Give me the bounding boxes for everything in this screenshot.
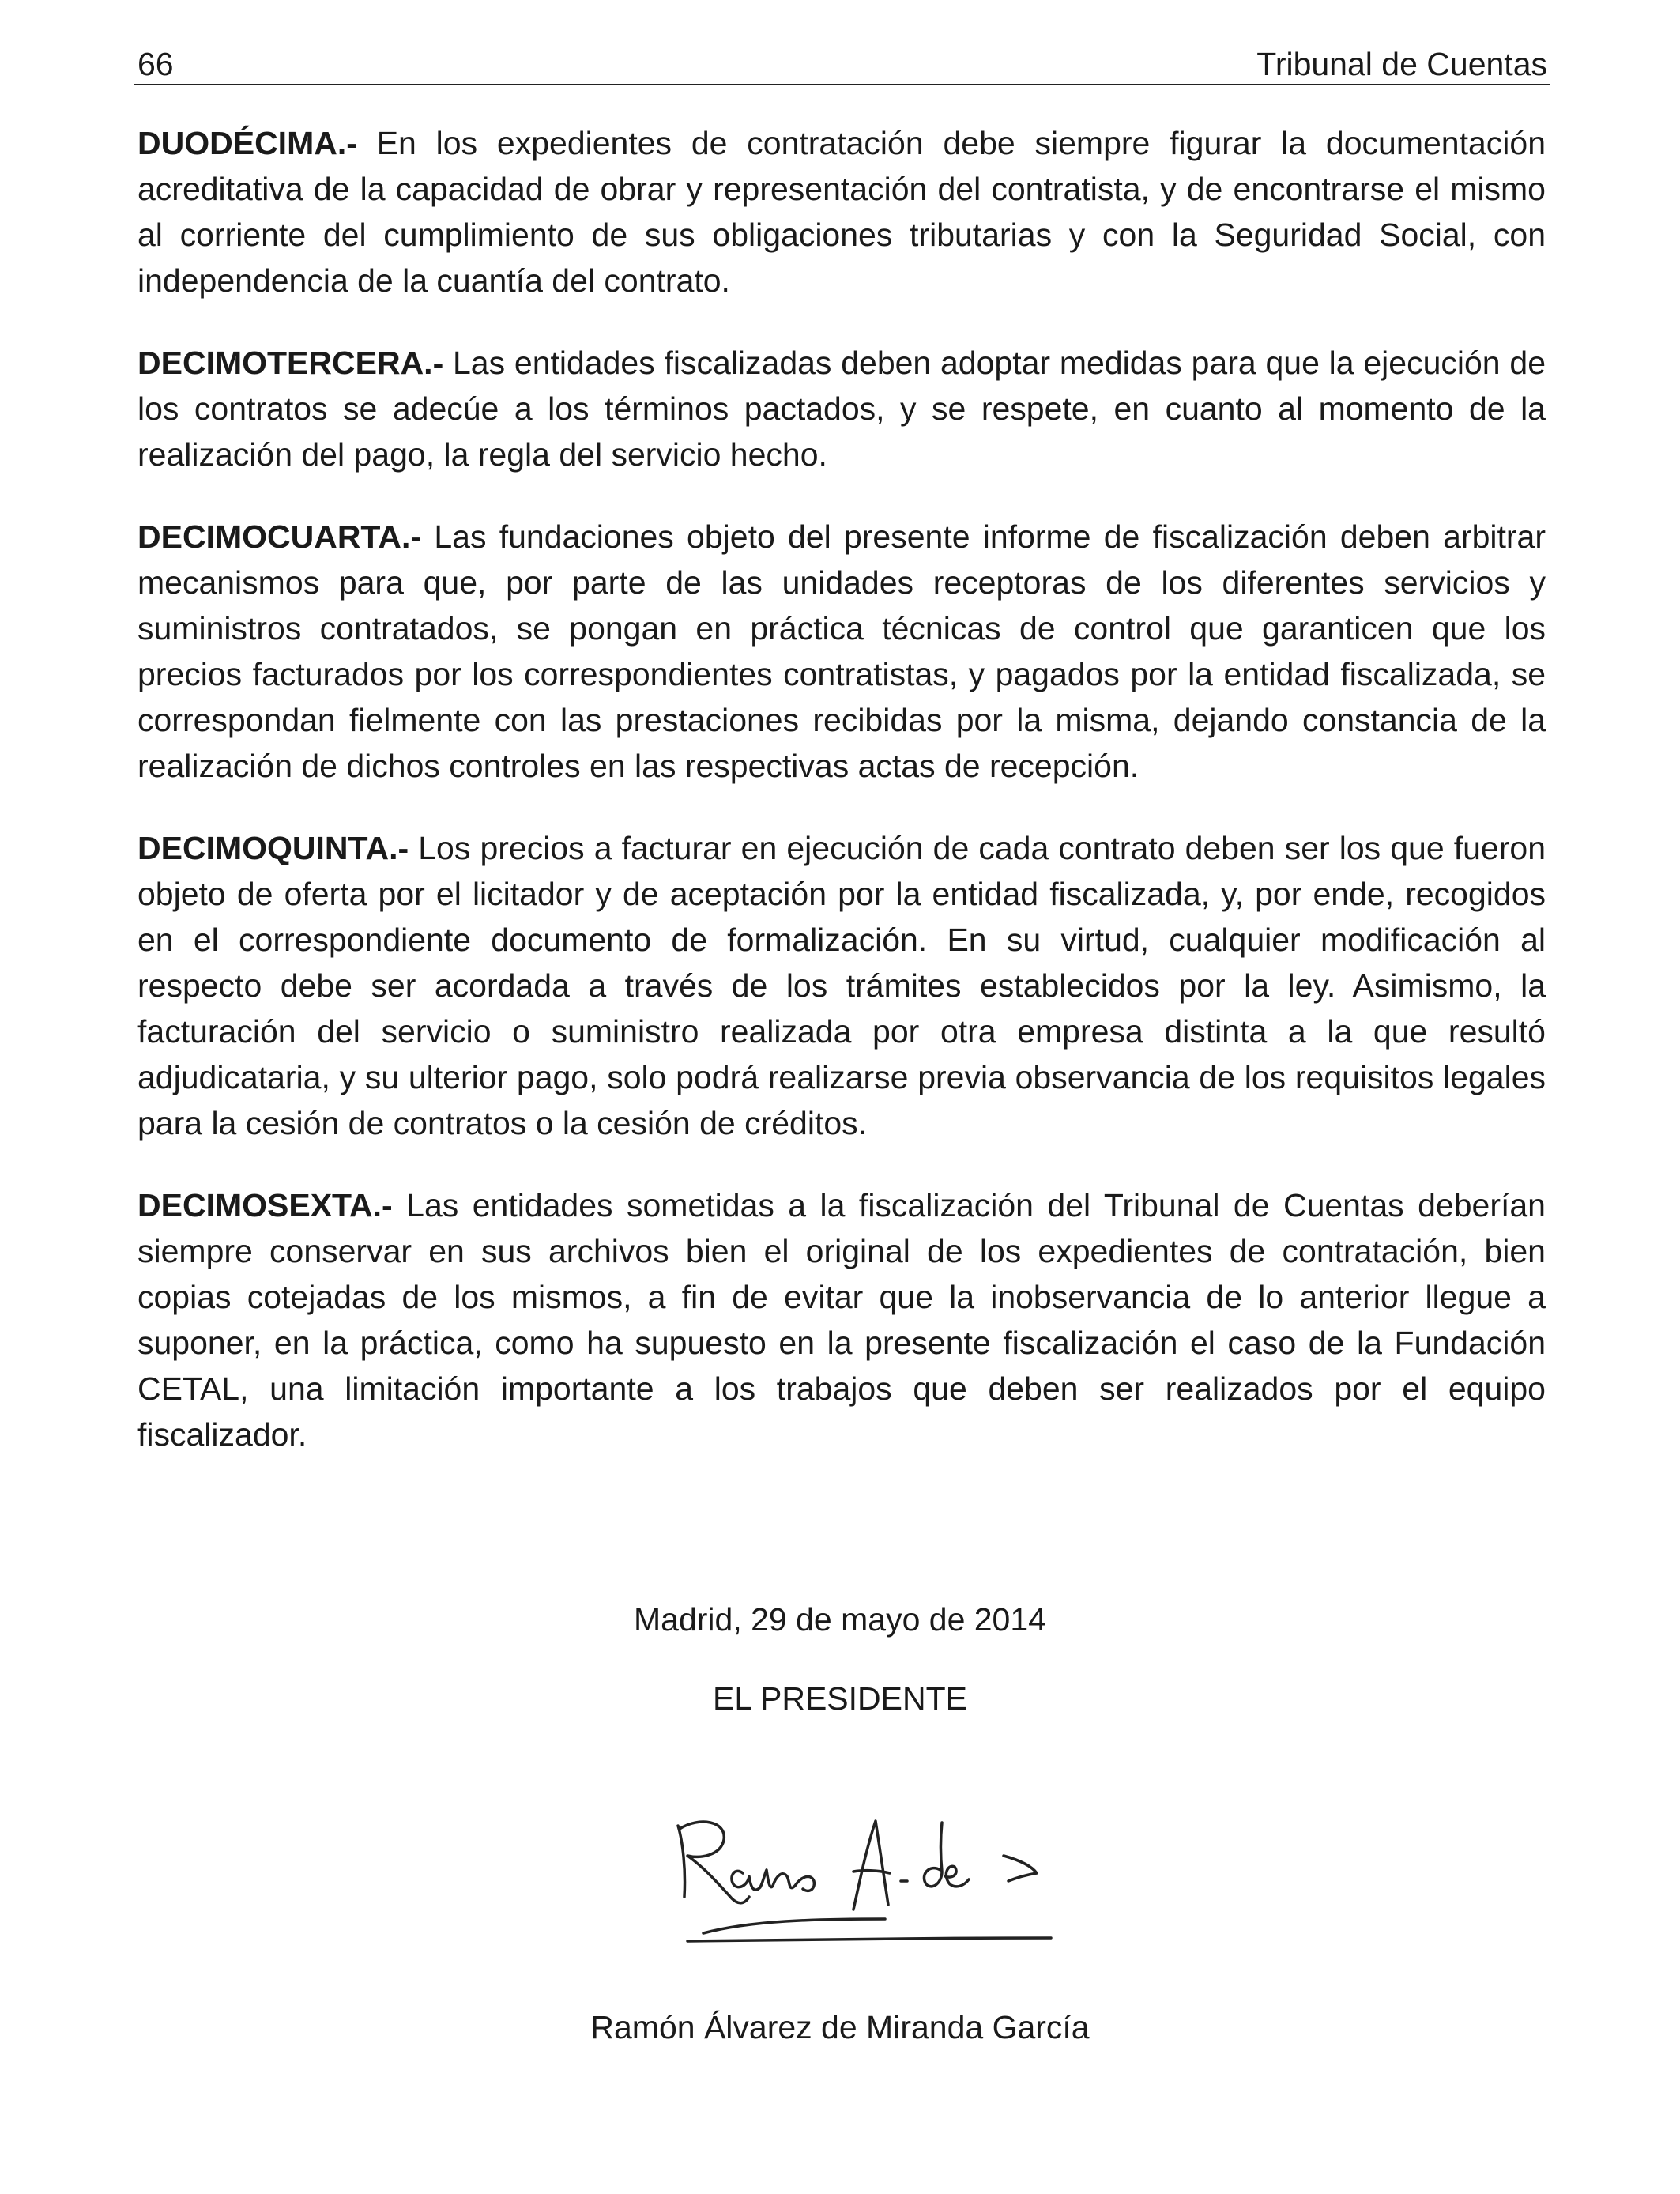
handwritten-signature-icon bbox=[656, 1794, 1067, 1952]
clause-text: Las entidades sometidas a la fiscalización del Tribunal de Cuentas deberían siempre conservar en sus archivos bien el original de los expedientes de contratación, bien copias cotejadas de los mismos, a fin de evitar que la inobservancia de lo anterior llegue a suponer, en la práctica, como ha supuesto en la presente fiscalización el caso de la Fundación CETAL, una limitación importante a los trabajos que deben ser realizados por el equipo fiscalizador. bbox=[137, 1187, 1546, 1453]
recommendations-body bbox=[137, 120, 1546, 1494]
clause-text: En los expedientes de contratación debe siempre figurar la documentación acreditativa de la capacidad de obrar y representación del contratista, y de encontrarse el mismo al corriente del cumplimiento de sus obligaciones tributarias y con la Seguridad Social, con independencia de la cuantía del contrato. bbox=[137, 125, 1546, 299]
signatory-title: EL PRESIDENTE bbox=[712, 1680, 967, 1717]
clause-decimocuarta bbox=[137, 514, 1546, 789]
running-header bbox=[134, 40, 1550, 89]
clause-heading: DECIMOCUARTA.- bbox=[137, 518, 422, 555]
page-number: 66 bbox=[137, 46, 174, 82]
clause-text: Las fundaciones objeto del presente informe de fiscalización deben arbitrar mecanismos para que, por parte de las unidades receptoras de los diferentes servicios y suministros contratados, se pongan en práctica técnicas de control que garanticen que los precios facturados por los correspondientes contratistas, y pagados por la entidad fiscalizada, se correspondan fielmente con las prestaciones recibidas por la misma, dejando constancia de la realización de dichos controles en las respectivas actas de recepción. bbox=[137, 518, 1546, 784]
clause-text: Los precios a facturar en ejecución de cada contrato deben ser los que fueron objeto de oferta por el licitador y de aceptación por la entidad fiscalizada, y, por ende, recogidos en el correspondiente documento de formalización. En su virtud, cualquier modificación al respecto debe ser acordada a través de los trámites establecidos por la ley. Asimismo, la facturación del servicio o suministro realizada por otra empresa distinta a la que resultó adjudicataria, y su ulterior pago, solo podrá realizarse previa observancia de los requisitos legales para la cesión de contratos o la cesión de créditos. bbox=[137, 830, 1546, 1141]
clause-heading: DUODÉCIMA.- bbox=[137, 125, 357, 161]
header-rule bbox=[134, 84, 1550, 85]
clause-decimosexta bbox=[137, 1182, 1546, 1457]
clause-decimoquinta bbox=[137, 825, 1546, 1146]
place-date: Madrid, 29 de mayo de 2014 bbox=[634, 1601, 1046, 1638]
header-title: Tribunal de Cuentas bbox=[1256, 46, 1547, 82]
signatory-name: Ramón Álvarez de Miranda García bbox=[590, 2009, 1090, 2045]
clause-text: Las entidades fiscalizadas deben adoptar medidas para que la ejecución de los contratos se adecúe a los términos pactados, y se respete, en cuanto al momento de la realización del pago, la regla del servicio hecho. bbox=[137, 345, 1546, 473]
clause-heading: DECIMOSEXTA.- bbox=[137, 1187, 393, 1223]
clause-heading: DECIMOQUINTA.- bbox=[137, 830, 409, 866]
clause-duodecima bbox=[137, 120, 1546, 303]
clause-decimotercera bbox=[137, 340, 1546, 477]
clause-heading: DECIMOTERCERA.- bbox=[137, 345, 444, 381]
